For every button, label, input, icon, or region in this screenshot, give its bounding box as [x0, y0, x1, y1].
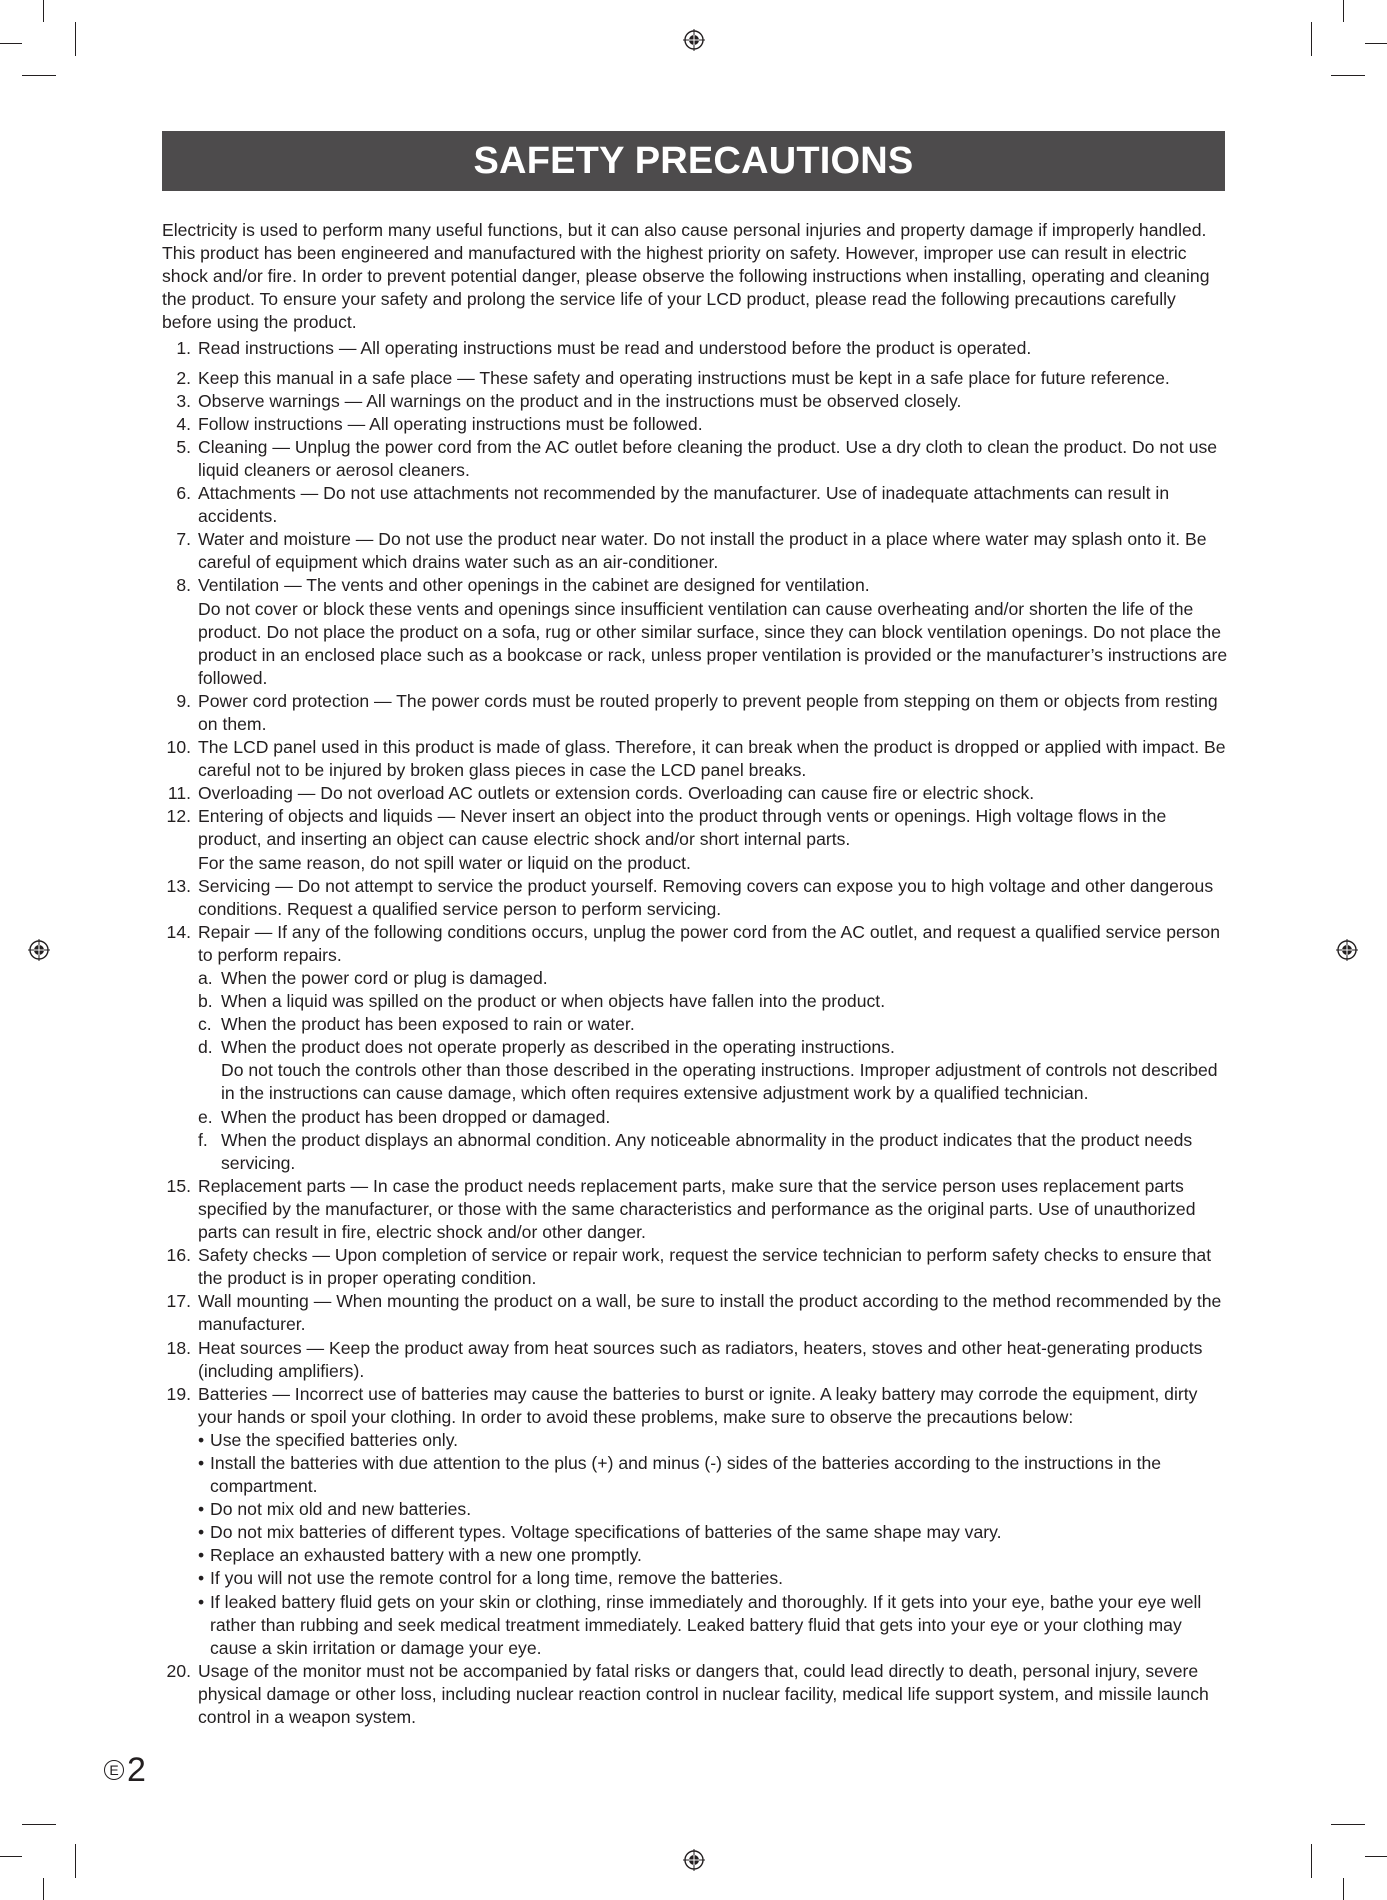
bullet-mark: • [198, 1591, 205, 1612]
sub-list-item [198, 1036, 1228, 1105]
crop-mark [43, 1878, 44, 1900]
page-number: 2 [127, 1751, 146, 1789]
sub-item-letter: f. [198, 1129, 208, 1150]
crop-mark [1331, 1824, 1365, 1825]
list-item [162, 337, 1228, 360]
list-item [162, 921, 1228, 1175]
list-item [162, 413, 1228, 436]
item-text: Follow instructions — All operating instructions must be followed. [198, 413, 703, 434]
bullet-item [198, 1429, 1228, 1452]
item-text: Entering of objects and liquids — Never insert an object into the product through vents or openings. High voltage flows in the product, and inserting an object can cause electric shock and/or short internal parts. [198, 806, 1167, 850]
item-text: Attachments — Do not use attachments not recommended by the manufacturer. Use of inadequate attachments can result in accidents. [198, 483, 1170, 527]
item-text: The LCD panel used in this product is made of glass. Therefore, it can break when the product is dropped or applied with impact. Be careful not to be injured by broken glass pieces in case the LCD panel breaks. [198, 737, 1226, 781]
bullet-text: If you will not use the remote control for a long time, remove the batteries. [210, 1568, 784, 1589]
item-number: 6. [176, 483, 191, 504]
list-item [162, 1660, 1228, 1729]
bullet-mark: • [198, 1429, 205, 1450]
list-item [162, 875, 1228, 921]
registration-mark-icon [683, 1849, 705, 1871]
sub-item-text: When the product has been dropped or damaged. [221, 1106, 611, 1127]
crop-mark [1365, 43, 1387, 44]
item-number: 15. [166, 1175, 191, 1196]
crop-mark [1343, 1878, 1344, 1900]
bullet-text: Do not mix batteries of different types. Voltage specifications of batteries of the same shape may vary. [210, 1522, 1002, 1543]
sub-list-item [198, 1129, 1228, 1175]
safety-content [162, 219, 1228, 1729]
item-text: Water and moisture — Do not use the product near water. Do not install the product in a place where water may splash onto it. Be careful of equipment which drains water such as an air-conditioner. [198, 529, 1207, 573]
bullet-text: Use the specified batteries only. [210, 1429, 459, 1450]
item-number: 14. [166, 921, 191, 942]
sub-item-text: When a liquid was spilled on the product or when objects have fallen into the product. [221, 991, 886, 1012]
sub-list-item [198, 967, 1228, 990]
list-item [162, 528, 1228, 574]
sub-item-letter: b. [198, 991, 213, 1012]
sub-item-letter: e. [198, 1106, 213, 1127]
bullet-mark: • [198, 1568, 205, 1589]
bullet-text: If leaked battery fluid gets on your skin or clothing, rinse immediately and thoroughly. If it gets into your eye, bathe your eye well rather than rubbing and seek medical treatment immediately. Leaked battery fluid that gets into your eye or your clothing may cause a skin irritation or damage your eye. [210, 1591, 1202, 1658]
list-item [162, 805, 1228, 874]
item-number: 17. [166, 1291, 191, 1312]
item-number: 1. [176, 338, 191, 359]
crop-mark [22, 75, 56, 76]
item-text: Safety checks — Upon completion of service or repair work, request the service technician to perform safety checks to ensure that the product is in proper operating condition. [198, 1245, 1212, 1289]
item-number: 13. [166, 875, 191, 896]
item-number: 20. [166, 1660, 191, 1681]
bullet-text: Install the batteries with due attention to the plus (+) and minus (-) sides of the batteries according to the instructions in the compartment. [210, 1452, 1162, 1497]
sub-list-item [198, 1106, 1228, 1129]
bullet-item [198, 1521, 1228, 1544]
sub-item-text: When the product does not operate properly as described in the operating instructions. [221, 1037, 895, 1058]
crop-mark [43, 0, 44, 22]
item-text: Observe warnings — All warnings on the product and in the instructions must be observed closely. [198, 390, 962, 411]
item-number: 9. [176, 690, 191, 711]
crop-mark [1365, 1856, 1387, 1857]
sub-item-letter: a. [198, 968, 213, 988]
list-item [162, 736, 1228, 782]
item-number: 11. [167, 783, 191, 804]
item-number: 4. [176, 413, 191, 434]
crop-mark [75, 1844, 76, 1878]
list-item [162, 482, 1228, 528]
item-text: Ventilation — The vents and other openings in the cabinet are designed for ventilation. [198, 575, 870, 596]
item-number: 10. [166, 737, 191, 758]
item-text: Read instructions — All operating instructions must be read and understood before the product is operated. [198, 338, 1032, 359]
item-number: 16. [166, 1245, 191, 1266]
item-text: Wall mounting — When mounting the product on a wall, be sure to install the product according to the method recommended by the manufacturer. [198, 1291, 1222, 1335]
bullet-text: Replace an exhausted battery with a new one promptly. [210, 1545, 642, 1566]
list-item [162, 782, 1228, 805]
sub-list [198, 967, 1228, 1175]
sub-item-letter: d. [198, 1037, 213, 1058]
list-item [162, 436, 1228, 482]
item-number: 12. [166, 806, 191, 827]
sub-list-item [198, 990, 1228, 1013]
item-text: Cleaning — Unplug the power cord from the AC outlet before cleaning the product. Use a dry cloth to clean the product. Do not use liquid cleaners or aerosol cleaners. [198, 436, 1218, 480]
list-item [162, 1244, 1228, 1290]
item-text: Power cord protection — The power cords must be routed properly to prevent people from stepping on them or objects from resting on them. [198, 690, 1218, 734]
intro-paragraph: Electricity is used to perform many useful functions, but it can also cause personal injuries and property damage if improperly handled. This product has been engineered and manufactured with the highest priority on safety. However, improper use can result in electric shock and/or fire. In order to prevent potential danger, please observe the following instructions when installing, operating and cleaning the product. To ensure your safety and prolong the service life of your LCD product, please read the following precautions carefully before using the product. [162, 220, 1210, 333]
item-text: Replacement parts — In case the product needs replacement parts, make sure that the service person uses replacement parts specified by the manufacturer, or those with the same characteristics and performance as the original parts. Use of unauthorized parts can result in fire, electric shock and/or other danger. [198, 1175, 1196, 1243]
page-footer [104, 1752, 146, 1788]
crop-mark [0, 1856, 22, 1857]
bullet-text: Do not mix old and new batteries. [210, 1499, 472, 1520]
sub-item-extra-text: Do not touch the controls other than those described in the operating instructions. Improper adjustment of controls not described in the instructions can cause damage, which often requires extensive adjustment work by a qualified technician. [221, 1060, 1218, 1104]
crop-mark [22, 1824, 56, 1825]
item-number: 2. [176, 367, 191, 388]
registration-mark-icon [683, 29, 705, 51]
item-number: 8. [176, 575, 191, 596]
bullet-item [198, 1498, 1228, 1521]
list-item [162, 574, 1228, 689]
item-number: 18. [166, 1337, 191, 1358]
crop-mark [1311, 1844, 1312, 1878]
bullet-item [198, 1567, 1228, 1590]
language-badge: E [104, 1760, 124, 1780]
list-item [162, 1175, 1228, 1244]
item-text: Overloading — Do not overload AC outlets or extension cords. Overloading can cause fire or electric shock. [198, 783, 1035, 804]
item-text: Repair — If any of the following conditions occurs, unplug the power cord from the AC outlet, and request a qualified service person to perform repairs. [198, 921, 1220, 965]
crop-mark [75, 22, 76, 56]
bullet-mark: • [198, 1499, 205, 1520]
list-item [162, 690, 1228, 736]
crop-mark [1343, 0, 1344, 22]
registration-mark-icon [1336, 939, 1358, 961]
crop-mark [1311, 22, 1312, 56]
item-number: 5. [176, 436, 191, 457]
page-title: SAFETY PRECAUTIONS [162, 131, 1225, 191]
list-item [162, 1290, 1228, 1336]
item-text: Servicing — Do not attempt to service the product yourself. Removing covers can expose you to high voltage and other dangerous conditions. Request a qualified service person to perform servicing. [198, 875, 1214, 919]
precautions-list [162, 337, 1228, 1729]
item-extra-text: For the same reason, do not spill water or liquid on the product. [198, 852, 691, 873]
item-number: 19. [166, 1383, 191, 1404]
bullet-item [198, 1544, 1228, 1567]
item-text: Usage of the monitor must not be accompanied by fatal risks or dangers that, could lead directly to death, personal injury, severe physical damage or other loss, including nuclear reaction control in nuclear facility, medical life support system, and missile launch control in a weapon system. [198, 1660, 1209, 1727]
list-item [162, 390, 1228, 413]
bullet-mark: • [198, 1545, 205, 1566]
registration-mark-icon [28, 939, 50, 961]
crop-mark [0, 43, 22, 44]
item-extra-text: Do not cover or block these vents and openings since insufficient ventilation can cause overheating and/or shorten the life of the product. Do not place the product on a sofa, rug or other similar surface, since they can block ventilation openings. Do not place the product in an enclosed place such as a bookcase or rack, unless proper ventilation is provided or the manufacturer’s instructions are followed. [198, 598, 1228, 688]
item-text: Keep this manual in a safe place — These safety and operating instructions must be kept in a safe place for future reference. [198, 367, 1170, 388]
sub-item-text: When the product displays an abnormal condition. Any noticeable abnormality in the product indicates that the product needs servicing. [221, 1129, 1193, 1173]
sub-item-text: When the product has been exposed to rain or water. [221, 1014, 635, 1035]
item-text: Heat sources — Keep the product away from heat sources such as radiators, heaters, stoves and other heat-generating products (including amplifiers). [198, 1337, 1203, 1381]
item-number: 3. [176, 390, 191, 411]
list-item [162, 1383, 1228, 1660]
list-item [162, 367, 1228, 390]
list-item [162, 1337, 1228, 1383]
sub-item-letter: c. [198, 1014, 212, 1035]
bullet-mark: • [198, 1522, 205, 1543]
item-text: Batteries — Incorrect use of batteries may cause the batteries to burst or ignite. A leaky battery may corrode the equipment, dirty your hands or spoil your clothing. In order to avoid these problems, make sure to observe the precautions below: [198, 1383, 1198, 1427]
bullet-mark: • [198, 1452, 205, 1473]
sub-item-text: When the power cord or plug is damaged. [221, 968, 548, 988]
bullet-item [198, 1591, 1228, 1660]
sub-list-item [198, 1013, 1228, 1036]
bullet-list [198, 1429, 1228, 1660]
item-number: 7. [176, 529, 191, 550]
bullet-item [198, 1452, 1228, 1498]
crop-mark [1331, 75, 1365, 76]
